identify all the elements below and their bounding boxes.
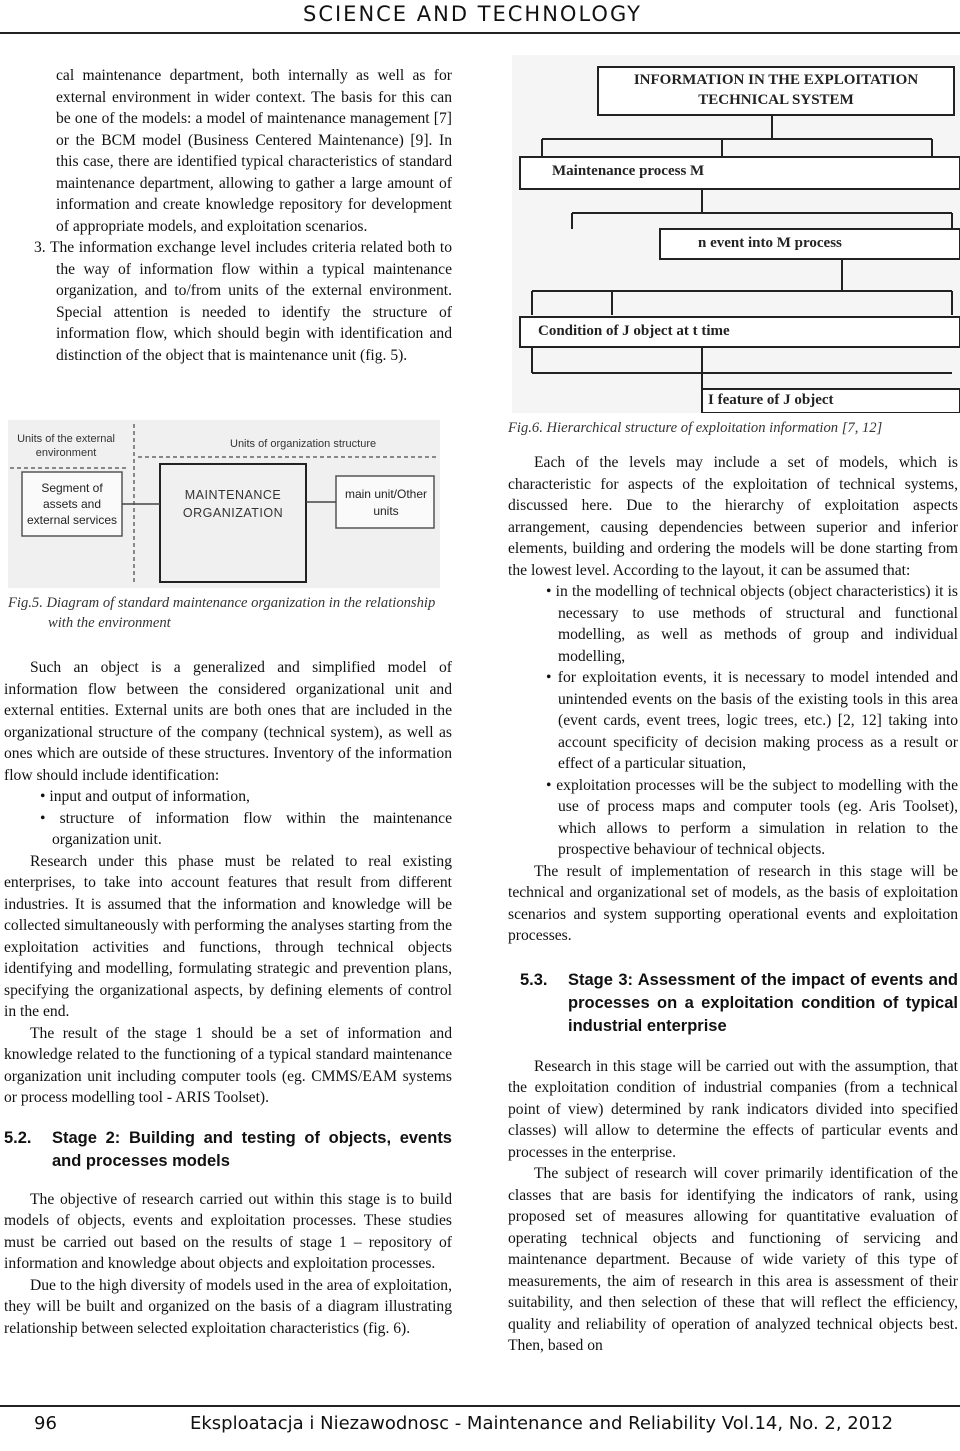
section-5-2-title: Stage 2: Building and testing of objects, events and processes models <box>52 1128 452 1170</box>
figure-5-caption <box>8 593 453 633</box>
page-number: 96 <box>34 1413 57 1434</box>
fig6-level-3: n event into M process <box>698 235 842 251</box>
left-bullet-1: • input and output of information, <box>40 788 250 805</box>
figure-5-caption-text: Fig.5. Diagram of standard maintenance organization in the relationship with the environment <box>8 595 436 631</box>
left-paragraph-6: The objective of research carried out within this stage is to build models of objects, events and exploitation processes. These studies must be carried out based on the results of stage 1 – repository of information and knowledge about objects and exploitation processes. <box>4 1190 452 1272</box>
fig6-top-1: INFORMATION IN THE EXPLOITATION <box>633 72 919 88</box>
right-paragraph-2: The result of implementation of research in this stage will be technical and organizational set of models, as the basis of exploitation scenarios and system supporting operational events and exploitation processes. <box>508 862 958 944</box>
right-paragraph-3: Research in this stage will be carried out with the assumption, that the exploitation condition of industrial companies (from a technical point of view) determined by rank indicators divided into specified classes) will allow to determine the effects of particular events and processes in the enterprise. <box>508 1057 958 1161</box>
left-column-top <box>34 65 452 366</box>
fig5-box-segment: Segment of assets and external services <box>26 481 118 527</box>
fig6-level-2: Maintenance process M <box>552 163 705 179</box>
fig5-box-center-2: ORGANIZATION <box>182 506 284 520</box>
figure-6-caption: Fig.6. Hierarchical structure of exploitation information [7, 12] <box>508 420 883 436</box>
section-5-3-title: Stage 3: Assessment of the impact of events and processes on a exploitation condition of typical industrial enterprise <box>568 970 958 1035</box>
left-paragraph-3: Such an object is a generalized and simplified model of information flow between the considered organizational unit and external entities. External units are both ones that are included in the organizational structure of the company (technical system), as well as ones which are outside of these structures. Inventory of the information flow should include identification: <box>4 659 452 784</box>
fig5-box-center-1: MAINTENANCE <box>184 488 282 502</box>
section-5-2-number: 5.2. <box>4 1128 32 1147</box>
page-header <box>0 0 960 34</box>
page-footer <box>0 1405 960 1407</box>
section-5-2-heading <box>4 1127 452 1173</box>
fig6-level-4: Condition of J object at t time <box>538 323 730 339</box>
left-paragraph-2: 3. The information exchange level includes criteria related both to the way of information flow within a typical maintenance organization, and to/from units of the external environment. Special attention is needed to identify the structure of information flow, which should begin with identification and distinction of the object that is maintenance unit (fig. 5). <box>34 239 452 364</box>
left-column-bottom <box>4 657 452 1339</box>
fig5-box-main: main unit/Other units <box>344 487 428 518</box>
left-paragraph-7: Due to the high diversity of models used in the area of exploitation, they will be built and organized on the basis of a diagram illustrating relationship between selected exploitation characteristics (fig. 6). <box>4 1276 452 1337</box>
left-paragraph-5: The result of the stage 1 should be a set of information and knowledge related to the functioning of a typical standard maintenance organization unit including computer tools (eg. CMMS/EAM systems or process modelling tool - ARIS Toolset). <box>4 1024 452 1106</box>
figure-5 <box>8 420 440 588</box>
right-bullet-1: • in the modelling of technical objects (object characteristics) it is necessary to use methods of structural and functional modelling, as well as methods of group and individual modelling, <box>546 583 958 665</box>
journal-title: Eksploatacja i Niezawodnosc - Maintenance and Reliability Vol.14, No. 2, 2012 <box>190 1413 894 1434</box>
left-paragraph-1: cal maintenance department, both internally as well as for external environment in wider context. The basis for this can be one of the models: a model of maintenance management [7] or the BCM model (Business Centered Maintenance) [9]. In this case, there are identified typical characteristics of standard maintenance department, allowing to gather a large amount of information and create knowledge repository for development of appropriate models, and exploitation scenarios. <box>56 67 452 235</box>
fig5-label-org: Units of organization structure <box>230 438 377 450</box>
fig6-top-2: TECHNICAL SYSTEM <box>698 92 854 108</box>
fig6-level-5: I feature of J object <box>708 392 834 408</box>
left-bullet-2: • structure of information flow within the maintenance organization unit. <box>40 809 452 848</box>
right-paragraph-4: The subject of research will cover primarily identification of the classes that are basis for identifying the indicators of rank, using proposed set of measures allowing for quantitative evaluation of operating technical objects and functioning of servicing and maintenance department. Because of wide variety of this type of measurements, the aim of research in this area is assessment of their suitability, and then selection of these that will reflect the efficiency, quality and reliability of operation of analyzed technical objects best. Then, based on <box>508 1165 958 1354</box>
right-paragraph-1: Each of the levels may include a set of models, which is characteristic for aspects of the exploitation of technical systems, discussed here. Due to the hierarchy of exploitation aspects arrangement, causing dependencies between superior and inferior elements, building and ordering the models will be done starting from the lowest level. According to the layout, it can be assumed that: <box>508 454 958 579</box>
left-paragraph-4: Research under this phase must be related to real existing enterprises, to take into account features that result from different industries. It is assumed that the information and knowledge will be collected simultaneously with performing the analyses starting from the exploitation activities and functions, through technical objects identifying and modelling, formulating strategic and prevention plans, specifying the organizational aspects, by defining elements of control in the end. <box>4 852 452 1020</box>
running-title: SCIENCE AND TECHNOLOGY <box>302 2 642 26</box>
right-column <box>508 452 958 1357</box>
fig5-label-external: Units of the external environment <box>17 433 115 459</box>
figure-6 <box>512 55 960 413</box>
right-bullet-3: • exploitation processes will be the subject to modelling with the use of process maps and computer tools (eg. Aris Toolset), which allows to perform a simulation in relation to the prospective behaviour of technical objects. <box>546 776 958 858</box>
section-5-3-number: 5.3. <box>520 970 548 989</box>
section-5-3-heading <box>520 969 958 1038</box>
right-bullet-2: • for exploitation events, it is necessary to model intended and unintended events on the basis of the existing tools in this area (event cards, event trees, logic trees, etc.) [2, 12] taking into account specificity of decision making process as a result or effect of a particular situation, <box>546 669 958 772</box>
